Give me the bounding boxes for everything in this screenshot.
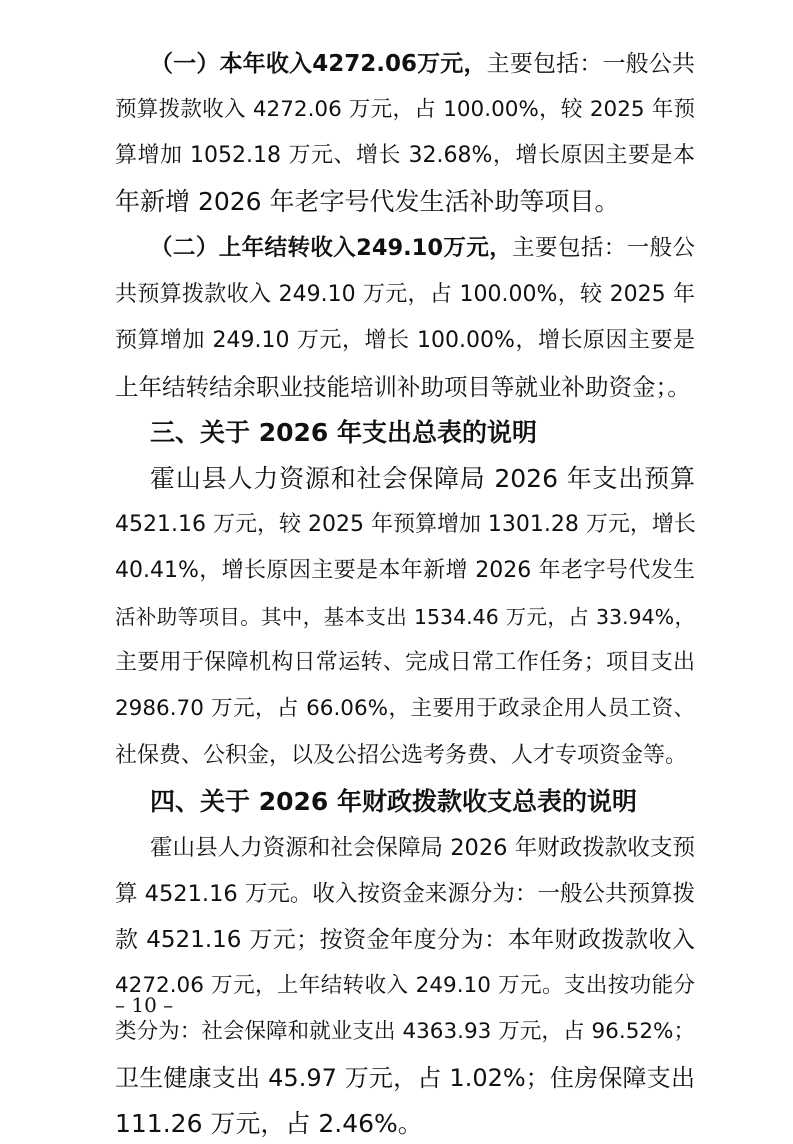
paragraph-line: 上年结转结余职业技能培训补助项目等就业补助资金；。 [115,372,691,401]
paragraph-line: 4272.06 万元，上年结转收入 249.10 万元。支出按功能分 [115,973,695,998]
paragraph-line: 活补助等项目。其中，基本支出 1534.46 万元，占 33.94%， [115,605,695,630]
paragraph-line: 卫生健康支出 45.97 万元，占 1.02%；住房保障支出 [115,1064,695,1093]
section-label: （一）本年收入 [150,51,313,77]
paragraph-line: 算增加 1052.18 万元、增长 32.68%，增长原因主要是本 [115,143,695,169]
paragraph-line: 4521.16 万元，较 2025 年预算增加 1301.28 万元，增长 [115,512,696,537]
section-heading: 三、关于 2026 年支出总表的说明 [150,417,537,447]
paragraph-line: 预算增加 249.10 万元，增长 100.00%，增长原因主要是 [115,327,695,353]
paragraph-line [150,228,695,268]
unit-label: 万元， [443,235,513,262]
section-heading: 四、关于 2026 年财政拨款收支总表的说明 [150,786,637,816]
paragraph-line: 40.41%，增长原因主要是本年新增 2026 年老字号代发生 [115,558,695,584]
paragraph-line: 年新增 2026 年老字号代发生活补助等项目。 [115,187,620,217]
paragraph-line: 霍山县人力资源和社会保障局 2026 年财政拨款收支预 [150,834,695,861]
paragraph-line: 预算拨款收入 4272.06 万元，占 100.00%，较 2025 年预 [115,97,695,123]
paragraph-line: 类分为：社会保障和就业支出 4363.93 万元，占 96.52%； [115,1019,695,1045]
paragraph-line: 主要用于保障机构日常运转、完成日常工作任务；项目支出 [115,650,695,676]
amount-value: 4272.06 [312,51,417,77]
paragraph-line: 2986.70 万元，占 66.06%，主要用于政录企用人员工资、 [115,696,695,722]
paragraph-line: 霍山县人力资源和社会保障局 2026 年支出预算 [150,463,695,493]
page-number: – 10 – [115,993,174,1017]
section-label: （二）上年结转收入 [150,235,357,262]
paragraph-line: 款 4521.16 万元；按资金年度分为：本年财政拨款收入 [115,926,695,953]
paragraph-line: 社保费、公积金，以及公招公选考务费、人才专项资金等。 [115,742,688,768]
paragraph-line: 共预算拨款收入 249.10 万元，占 100.00%，较 2025 年 [115,281,695,307]
unit-label: 万元， [416,51,487,77]
text-span: 主要包括：一般公共 [486,51,696,77]
paragraph-line: 111.26 万元，占 2.46%。 [115,1109,423,1139]
paragraph-line [150,44,695,84]
text-span: 主要包括：一般公 [512,235,695,262]
amount-value: 249.10 [356,235,443,262]
paragraph-line: 算 4521.16 万元。收入按资金来源分为：一般公共预算拨 [115,880,695,907]
